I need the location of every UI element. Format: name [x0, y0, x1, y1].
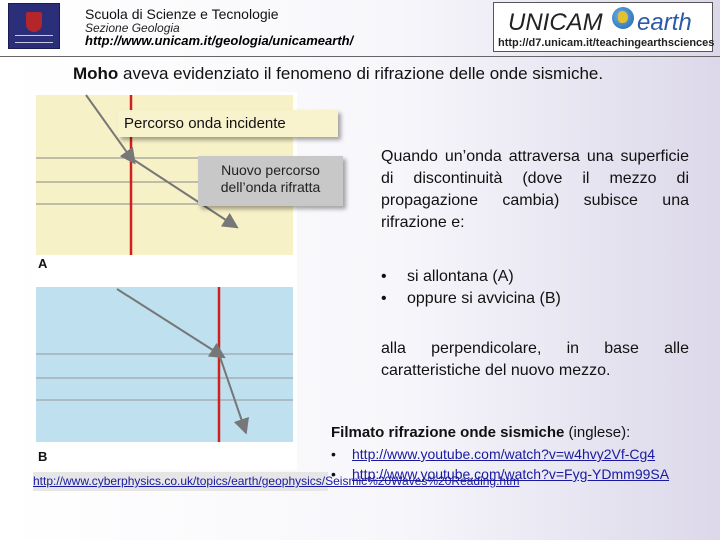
unicam-earth-logo — [493, 2, 713, 52]
refraction-cases-list — [381, 266, 681, 310]
crest-icon — [26, 12, 42, 32]
video-link-1[interactable]: http://www.youtube.com/watch?v=w4hvy2Vf-Cg4 — [352, 446, 656, 462]
university-logo — [8, 3, 60, 49]
refracted-ray-b — [219, 354, 244, 427]
logo-lines — [15, 35, 53, 43]
conclusion-paragraph: alla perpendicolare, in base alle caratteristiche del nuovo mezzo. — [381, 340, 689, 379]
globe-land-icon — [618, 11, 628, 23]
slide-headline — [73, 64, 603, 84]
video-links-list — [331, 444, 720, 484]
incident-wave-callout: Percorso onda incidente — [118, 110, 338, 137]
headline-bold: Moho — [73, 64, 119, 83]
explanation-paragraph: Quando un’onda attraversa una superficie di discontinuità (dove il mezzo di propagazione cambia) subisce una rifrazione e: — [381, 148, 689, 231]
case-item: • oppure si avvicina (B) — [381, 288, 681, 310]
video-link-2[interactable]: http://www.youtube.com/watch?v=Fyg-YDmm99SA — [352, 466, 670, 482]
refracted-wave-callout: Nuovo percorso dell’onda rifratta — [198, 156, 343, 206]
panel-a-label: A — [38, 256, 48, 271]
case-item: • si allontana (A) — [381, 266, 681, 288]
logo-text-unicam: UNICAM — [508, 9, 603, 36]
video-link-item — [331, 464, 720, 484]
refraction-figure — [32, 92, 297, 470]
logo-text-earth: earth — [637, 9, 692, 36]
video-title-bold: Filmato rifrazione onde sismiche — [331, 424, 565, 441]
incident-ray-b — [117, 289, 219, 354]
video-section-title — [331, 424, 630, 441]
video-link-item — [331, 444, 720, 464]
header-divider — [0, 56, 720, 57]
headline-rest: aveva evidenziato il fenomeno di rifrazione delle onde sismiche. — [118, 64, 604, 83]
header-url[interactable]: http://www.unicam.it/geologia/unicamearth/ — [85, 33, 354, 48]
panel-b-label: B — [38, 449, 48, 464]
logo-url[interactable]: http://d7.unicam.it/teachingearthsciences — [498, 37, 715, 49]
section-name: Sezione Geologia — [85, 21, 180, 35]
video-title-rest: (inglese): — [564, 424, 631, 441]
ray-diagram — [32, 92, 297, 470]
figure-source-link[interactable]: http://www.cyberphysics.co.uk/topics/earth/geophysics/Seismic%20Waves%20Reading.htm — [33, 472, 328, 491]
school-name: Scuola di Scienze e Tecnologie — [85, 6, 279, 22]
